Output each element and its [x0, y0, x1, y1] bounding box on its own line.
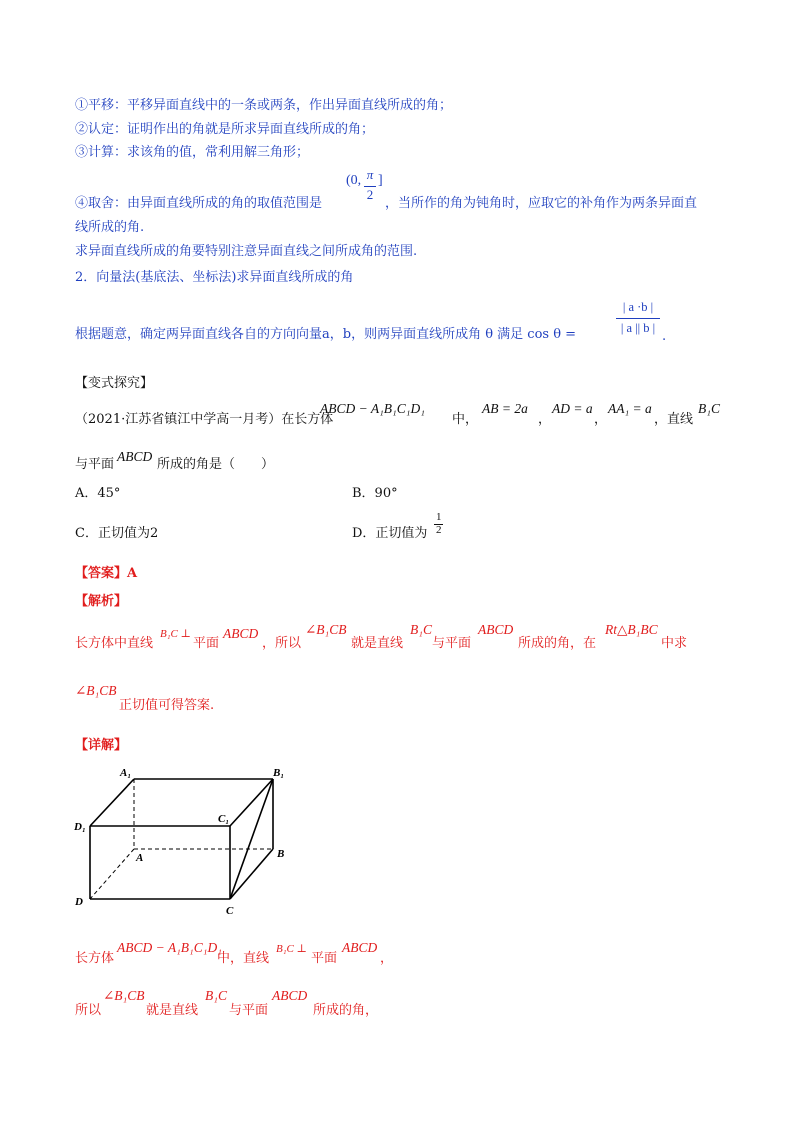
method2-text: 根据题意，确定两异面直线各自的方向向量a，b，则两异面直线所成角 θ 满足 cos θ = — [75, 327, 577, 342]
analysis-perp: B₁C ⊥ — [160, 628, 191, 640]
question-line: B₁C — [698, 401, 720, 416]
detail-perp: B₁C ⊥ — [276, 943, 307, 955]
detail-plane-2: ABCD — [272, 988, 308, 1003]
detail-text-3: 平面 — [311, 951, 338, 966]
cos-numerator: | a ·b | — [622, 300, 654, 314]
range-close: ] — [378, 173, 383, 188]
option-a: A．45° — [75, 486, 121, 501]
label-c: C — [226, 905, 234, 917]
analysis-text-4: 就是直线 — [351, 636, 404, 651]
detail-text-1: 长方体 — [75, 951, 115, 966]
analysis-angle: ∠B₁CB — [305, 622, 347, 637]
detail-text-5: 所以 — [75, 1003, 102, 1018]
cos-fraction-bar — [616, 318, 660, 319]
method-step-4: ④取舍：由异面直线所成的角的取值范围是 — [75, 196, 323, 211]
method2-title: 2．向量法(基底法、坐标法)求异面直线所成的角 — [75, 270, 354, 285]
analysis-plane: ABCD — [223, 626, 259, 641]
detail-angle: ∠B₁CB — [103, 988, 145, 1003]
detail-text-6: 就是直线 — [146, 1003, 199, 1018]
option-d-denominator: 2 — [436, 524, 442, 536]
question-cond-ab: AB = 2a — [482, 401, 528, 416]
analysis-line: B₁C — [410, 622, 432, 637]
method-step-3: ③计算：求该角的值，常利用解三角形； — [75, 145, 310, 160]
label-b: B — [277, 848, 285, 860]
detail-text-8: 所成的角， — [313, 1003, 379, 1018]
analysis-plane-2: ABCD — [478, 622, 514, 637]
analysis-triangle: Rt△B₁BC — [605, 622, 658, 637]
range-two: 2 — [366, 187, 374, 202]
question-cond-aa1: AA₁ = a — [608, 401, 652, 416]
question-plane: ABCD — [117, 449, 153, 464]
variant-heading: 【变式探究】 — [75, 376, 154, 391]
method-note: 求异面直线所成的角要特别注意异面直线之间所成角的范围. — [75, 244, 418, 259]
range-pi: π — [366, 167, 374, 182]
analysis-text-2: 平面 — [193, 636, 220, 651]
cuboid-figure — [70, 762, 300, 922]
analysis-text-6: 所成的角，在 — [518, 636, 597, 651]
option-d-numerator: 1 — [436, 511, 442, 523]
question-comma-2: ， — [594, 412, 608, 427]
label-b1: B₁ — [273, 767, 285, 779]
analysis-text-5: 与平面 — [432, 636, 472, 651]
detail-label: 【详解】 — [75, 738, 128, 753]
analysis-label: 【解析】 — [75, 594, 128, 609]
detail-box: ABCD − A₁B₁C₁D₁ — [117, 940, 222, 955]
label-a: A — [136, 852, 144, 864]
option-b: B．90° — [352, 486, 398, 501]
analysis-angle-2: ∠B₁CB — [75, 683, 117, 698]
range-open: (0, — [346, 173, 362, 188]
detail-text-2: 中，直线 — [217, 951, 270, 966]
detail-plane: ABCD — [342, 940, 378, 955]
method-step-4-cont: ，当所作的角为钝角时，应取它的补角作为两条异面直 — [385, 196, 698, 211]
method-step-1: ①平移：平移异面直线中的一条或两条，作出异面直线所成的角； — [75, 98, 453, 113]
method2-end: . — [662, 329, 667, 344]
question-cond-ad: AD = a — [552, 401, 593, 416]
label-d1: D₁ — [74, 821, 86, 833]
question-box: ABCD − A₁B₁C₁D₁ — [320, 401, 425, 416]
question-zhixian: ，直线 — [654, 412, 694, 427]
cos-denominator: | a || b | — [620, 321, 656, 335]
method-step-4-end: 线所成的角. — [75, 220, 145, 235]
analysis-text-3: ，所以 — [262, 636, 302, 651]
question-zhong: 中， — [452, 412, 479, 427]
method-step-2: ②认定：证明作出的角就是所求异面直线所成的角； — [75, 122, 375, 137]
question-comma-1: ， — [538, 412, 552, 427]
question-source: （2021·江苏省镇江中学高一月考）在长方体 — [75, 412, 334, 427]
answer-label: 【答案】A — [75, 566, 138, 581]
detail-line: B₁C — [205, 988, 227, 1003]
detail-text-4: ， — [380, 951, 394, 966]
option-c: C．正切值为2 — [75, 526, 159, 541]
analysis-text-8: 正切值可得答案. — [119, 698, 215, 713]
question-line2-pre: 与平面 — [75, 457, 115, 472]
label-a1: A₁ — [120, 767, 132, 779]
analysis-text-1: 长方体中直线 — [75, 636, 154, 651]
option-d: D．正切值为 — [352, 526, 428, 541]
label-c1: C₁ — [218, 813, 230, 825]
question-line2-post: 所成的角是（ ） — [157, 457, 275, 472]
detail-text-7: 与平面 — [229, 1003, 269, 1018]
analysis-text-7: 中求 — [661, 636, 688, 651]
label-d: D — [75, 896, 83, 908]
